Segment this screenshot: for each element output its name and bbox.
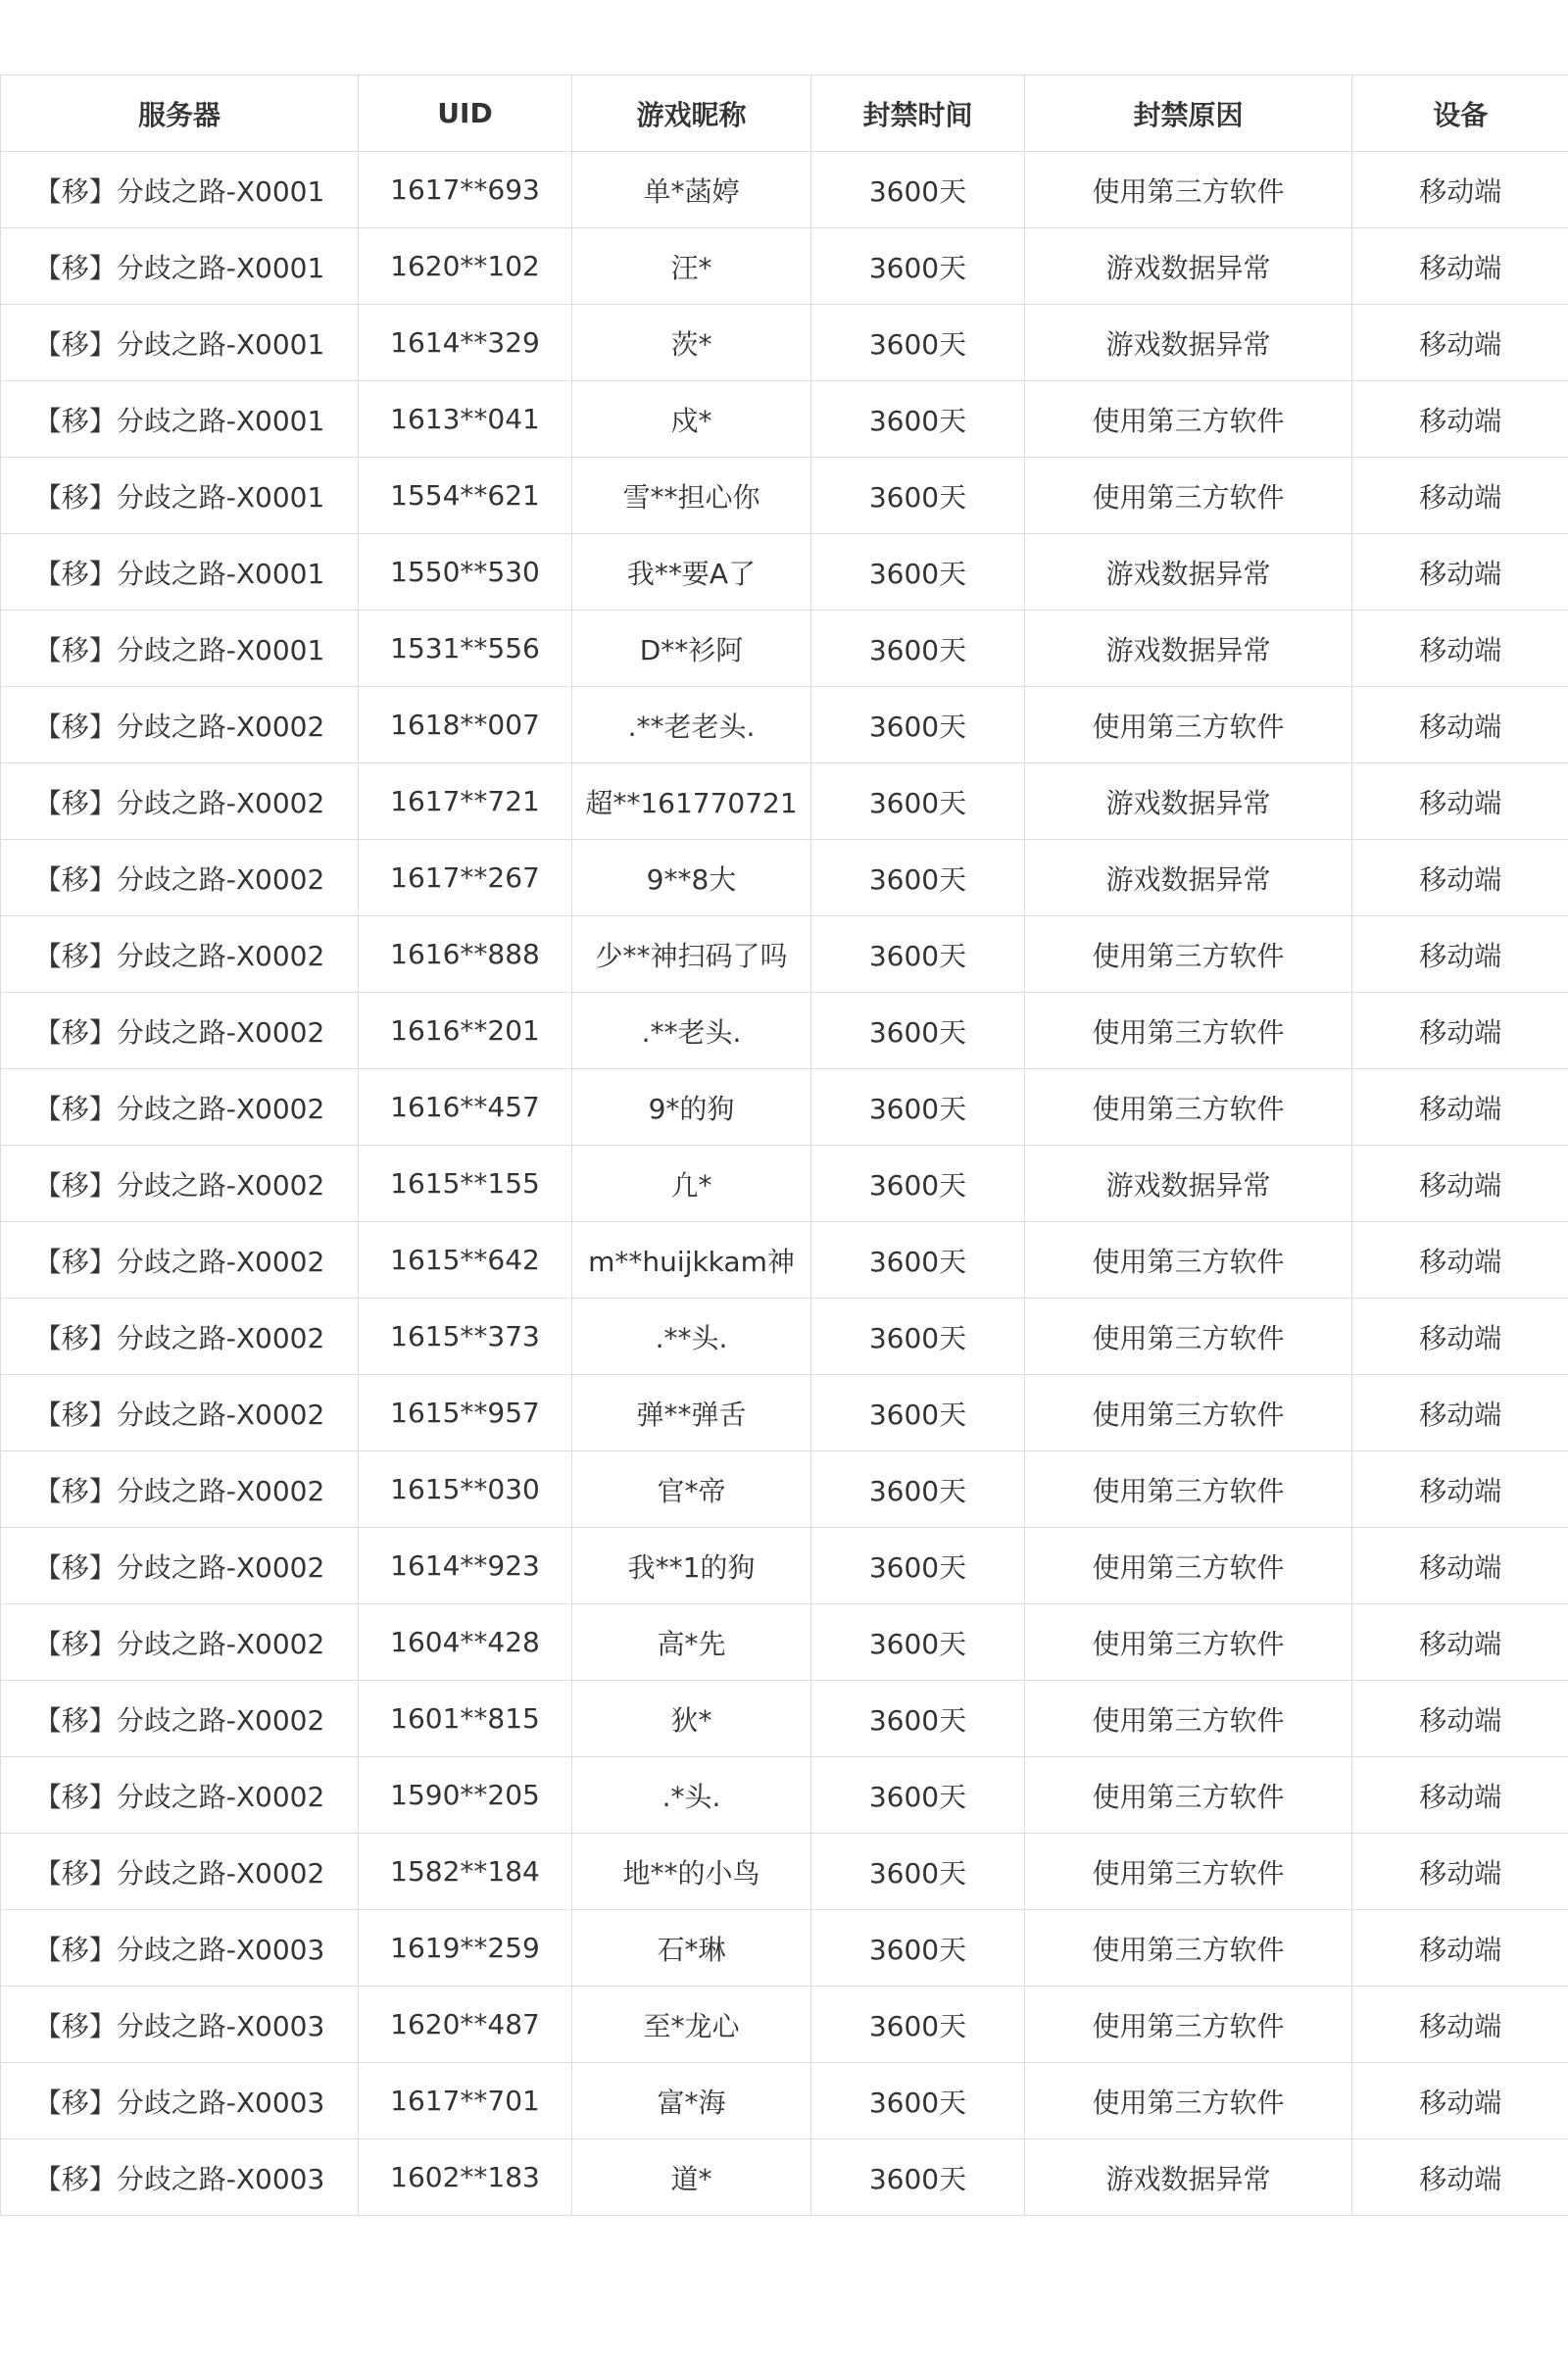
cell-ban-duration: 3600天 <box>811 1069 1025 1146</box>
table-row <box>1 152 1568 228</box>
cell-nickname: 狄* <box>572 1681 811 1757</box>
cell-nickname: 我**要A了 <box>572 534 811 611</box>
cell-nickname: .**头. <box>572 1299 811 1375</box>
cell-ban-duration: 3600天 <box>811 305 1025 381</box>
cell-device: 移动端 <box>1352 993 1568 1069</box>
cell-server: 【移】分歧之路-X0003 <box>1 1987 359 2063</box>
cell-server: 【移】分歧之路-X0002 <box>1 916 359 993</box>
cell-server: 【移】分歧之路-X0002 <box>1 993 359 1069</box>
table-row <box>1 1910 1568 1987</box>
table-row <box>1 687 1568 763</box>
table-row <box>1 993 1568 1069</box>
cell-server: 【移】分歧之路-X0001 <box>1 458 359 534</box>
cell-nickname: 雪**担心你 <box>572 458 811 534</box>
cell-server: 【移】分歧之路-X0001 <box>1 611 359 687</box>
table-row <box>1 1222 1568 1299</box>
cell-nickname: 少**神扫码了吗 <box>572 916 811 993</box>
column-header-ban-reason: 封禁原因 <box>1025 75 1352 152</box>
cell-ban-duration: 3600天 <box>811 840 1025 916</box>
cell-nickname: 高*先 <box>572 1604 811 1681</box>
cell-uid: 1619**259 <box>359 1910 572 1987</box>
cell-uid: 1602**183 <box>359 2139 572 2216</box>
cell-ban-reason: 使用第三方软件 <box>1025 1299 1352 1375</box>
cell-ban-duration: 3600天 <box>811 611 1025 687</box>
cell-ban-reason: 游戏数据异常 <box>1025 763 1352 840</box>
cell-ban-duration: 3600天 <box>811 1146 1025 1222</box>
cell-device: 移动端 <box>1352 1146 1568 1222</box>
cell-device: 移动端 <box>1352 228 1568 305</box>
cell-server: 【移】分歧之路-X0003 <box>1 2139 359 2216</box>
cell-server: 【移】分歧之路-X0002 <box>1 1528 359 1604</box>
cell-ban-reason: 使用第三方软件 <box>1025 152 1352 228</box>
cell-ban-duration: 3600天 <box>811 1834 1025 1910</box>
table-row <box>1 1375 1568 1451</box>
cell-device: 移动端 <box>1352 381 1568 458</box>
cell-ban-reason: 使用第三方软件 <box>1025 1451 1352 1528</box>
cell-device: 移动端 <box>1352 840 1568 916</box>
cell-nickname: .*头. <box>572 1757 811 1834</box>
cell-device: 移动端 <box>1352 1834 1568 1910</box>
cell-nickname: D**衫阿 <box>572 611 811 687</box>
cell-nickname: 单*菡婷 <box>572 152 811 228</box>
table-row <box>1 2063 1568 2139</box>
cell-nickname: 道* <box>572 2139 811 2216</box>
table-row <box>1 916 1568 993</box>
cell-ban-reason: 使用第三方软件 <box>1025 916 1352 993</box>
cell-ban-duration: 3600天 <box>811 763 1025 840</box>
table-row <box>1 2139 1568 2216</box>
cell-ban-reason: 使用第三方软件 <box>1025 1987 1352 2063</box>
cell-device: 移动端 <box>1352 687 1568 763</box>
cell-device: 移动端 <box>1352 1451 1568 1528</box>
table-row <box>1 1146 1568 1222</box>
cell-uid: 1620**102 <box>359 228 572 305</box>
cell-server: 【移】分歧之路-X0002 <box>1 1222 359 1299</box>
cell-uid: 1590**205 <box>359 1757 572 1834</box>
cell-ban-duration: 3600天 <box>811 458 1025 534</box>
cell-server: 【移】分歧之路-X0002 <box>1 1834 359 1910</box>
table-header <box>1 75 1568 152</box>
cell-device: 移动端 <box>1352 611 1568 687</box>
cell-ban-reason: 使用第三方软件 <box>1025 1222 1352 1299</box>
cell-uid: 1614**329 <box>359 305 572 381</box>
cell-device: 移动端 <box>1352 534 1568 611</box>
cell-device: 移动端 <box>1352 1528 1568 1604</box>
cell-ban-duration: 3600天 <box>811 993 1025 1069</box>
cell-ban-reason: 使用第三方软件 <box>1025 381 1352 458</box>
cell-device: 移动端 <box>1352 1222 1568 1299</box>
cell-ban-duration: 3600天 <box>811 228 1025 305</box>
cell-device: 移动端 <box>1352 1910 1568 1987</box>
cell-device: 移动端 <box>1352 763 1568 840</box>
cell-ban-duration: 3600天 <box>811 152 1025 228</box>
cell-ban-reason: 使用第三方软件 <box>1025 1910 1352 1987</box>
cell-ban-reason: 游戏数据异常 <box>1025 611 1352 687</box>
cell-server: 【移】分歧之路-X0002 <box>1 1375 359 1451</box>
cell-ban-reason: 游戏数据异常 <box>1025 534 1352 611</box>
cell-ban-reason: 使用第三方软件 <box>1025 687 1352 763</box>
cell-uid: 1617**701 <box>359 2063 572 2139</box>
cell-nickname: 9*的狗 <box>572 1069 811 1146</box>
cell-server: 【移】分歧之路-X0001 <box>1 534 359 611</box>
table-row <box>1 1681 1568 1757</box>
cell-server: 【移】分歧之路-X0002 <box>1 1146 359 1222</box>
cell-server: 【移】分歧之路-X0001 <box>1 381 359 458</box>
cell-device: 移动端 <box>1352 152 1568 228</box>
table-row <box>1 1299 1568 1375</box>
cell-server: 【移】分歧之路-X0002 <box>1 687 359 763</box>
cell-uid: 1616**888 <box>359 916 572 993</box>
cell-ban-duration: 3600天 <box>811 1910 1025 1987</box>
cell-uid: 1617**267 <box>359 840 572 916</box>
table-row <box>1 458 1568 534</box>
cell-ban-duration: 3600天 <box>811 687 1025 763</box>
cell-server: 【移】分歧之路-X0002 <box>1 763 359 840</box>
cell-uid: 1613**041 <box>359 381 572 458</box>
cell-ban-reason: 游戏数据异常 <box>1025 840 1352 916</box>
cell-nickname: 官*帝 <box>572 1451 811 1528</box>
cell-device: 移动端 <box>1352 1987 1568 2063</box>
cell-ban-reason: 游戏数据异常 <box>1025 228 1352 305</box>
cell-server: 【移】分歧之路-X0003 <box>1 2063 359 2139</box>
cell-uid: 1615**155 <box>359 1146 572 1222</box>
cell-uid: 1617**721 <box>359 763 572 840</box>
cell-ban-reason: 游戏数据异常 <box>1025 1146 1352 1222</box>
table-row <box>1 611 1568 687</box>
cell-uid: 1620**487 <box>359 1987 572 2063</box>
cell-ban-duration: 3600天 <box>811 2063 1025 2139</box>
cell-ban-reason: 使用第三方软件 <box>1025 993 1352 1069</box>
cell-ban-duration: 3600天 <box>811 534 1025 611</box>
cell-ban-reason: 使用第三方软件 <box>1025 1604 1352 1681</box>
cell-device: 移动端 <box>1352 1757 1568 1834</box>
cell-ban-reason: 游戏数据异常 <box>1025 2139 1352 2216</box>
cell-device: 移动端 <box>1352 1375 1568 1451</box>
table-row <box>1 1604 1568 1681</box>
column-header-ban-duration: 封禁时间 <box>811 75 1025 152</box>
cell-device: 移动端 <box>1352 305 1568 381</box>
cell-ban-reason: 使用第三方软件 <box>1025 458 1352 534</box>
table-row <box>1 1834 1568 1910</box>
cell-device: 移动端 <box>1352 916 1568 993</box>
cell-server: 【移】分歧之路-X0002 <box>1 1299 359 1375</box>
table-row <box>1 228 1568 305</box>
cell-device: 移动端 <box>1352 1299 1568 1375</box>
cell-uid: 1615**030 <box>359 1451 572 1528</box>
cell-uid: 1604**428 <box>359 1604 572 1681</box>
cell-nickname: 弹**弹舌 <box>572 1375 811 1451</box>
cell-ban-duration: 3600天 <box>811 2139 1025 2216</box>
column-header-device: 设备 <box>1352 75 1568 152</box>
cell-uid: 1614**923 <box>359 1528 572 1604</box>
cell-server: 【移】分歧之路-X0002 <box>1 1604 359 1681</box>
column-header-server: 服务器 <box>1 75 359 152</box>
table-body <box>1 152 1568 2216</box>
cell-server: 【移】分歧之路-X0001 <box>1 152 359 228</box>
table-row <box>1 381 1568 458</box>
cell-server: 【移】分歧之路-X0002 <box>1 1757 359 1834</box>
cell-server: 【移】分歧之路-X0001 <box>1 305 359 381</box>
cell-ban-reason: 使用第三方软件 <box>1025 1834 1352 1910</box>
ban-list-table <box>0 74 1568 2216</box>
cell-device: 移动端 <box>1352 1604 1568 1681</box>
cell-ban-duration: 3600天 <box>811 1604 1025 1681</box>
table-row <box>1 1528 1568 1604</box>
cell-device: 移动端 <box>1352 1069 1568 1146</box>
table-row <box>1 1069 1568 1146</box>
cell-nickname: 超**161770721 <box>572 763 811 840</box>
table-row <box>1 305 1568 381</box>
column-header-nickname: 游戏昵称 <box>572 75 811 152</box>
column-header-uid: UID <box>359 75 572 152</box>
cell-uid: 1601**815 <box>359 1681 572 1757</box>
cell-uid: 1617**693 <box>359 152 572 228</box>
table-row <box>1 840 1568 916</box>
cell-nickname: 地**的小鸟 <box>572 1834 811 1910</box>
cell-server: 【移】分歧之路-X0002 <box>1 1451 359 1528</box>
cell-server: 【移】分歧之路-X0002 <box>1 1681 359 1757</box>
cell-nickname: 汪* <box>572 228 811 305</box>
cell-uid: 1582**184 <box>359 1834 572 1910</box>
cell-device: 移动端 <box>1352 2063 1568 2139</box>
cell-uid: 1615**957 <box>359 1375 572 1451</box>
cell-uid: 1615**373 <box>359 1299 572 1375</box>
cell-uid: 1531**556 <box>359 611 572 687</box>
cell-ban-reason: 使用第三方软件 <box>1025 1069 1352 1146</box>
cell-ban-reason: 使用第三方软件 <box>1025 1375 1352 1451</box>
cell-device: 移动端 <box>1352 2139 1568 2216</box>
cell-device: 移动端 <box>1352 1681 1568 1757</box>
cell-nickname: 9**8大 <box>572 840 811 916</box>
table-row <box>1 1757 1568 1834</box>
cell-nickname: 至*龙心 <box>572 1987 811 2063</box>
cell-uid: 1554**621 <box>359 458 572 534</box>
cell-ban-duration: 3600天 <box>811 1299 1025 1375</box>
table-row <box>1 534 1568 611</box>
cell-server: 【移】分歧之路-X0003 <box>1 1910 359 1987</box>
cell-ban-duration: 3600天 <box>811 916 1025 993</box>
cell-nickname: 戍* <box>572 381 811 458</box>
cell-ban-reason: 使用第三方软件 <box>1025 1528 1352 1604</box>
cell-ban-duration: 3600天 <box>811 1681 1025 1757</box>
cell-server: 【移】分歧之路-X0001 <box>1 228 359 305</box>
ban-list-table-container <box>0 74 1568 2216</box>
cell-ban-duration: 3600天 <box>811 381 1025 458</box>
table-row <box>1 1987 1568 2063</box>
cell-nickname: 富*海 <box>572 2063 811 2139</box>
cell-uid: 1616**201 <box>359 993 572 1069</box>
cell-ban-duration: 3600天 <box>811 1222 1025 1299</box>
cell-uid: 1616**457 <box>359 1069 572 1146</box>
cell-uid: 1618**007 <box>359 687 572 763</box>
cell-uid: 1615**642 <box>359 1222 572 1299</box>
cell-ban-duration: 3600天 <box>811 1757 1025 1834</box>
cell-nickname: .**老头. <box>572 993 811 1069</box>
cell-server: 【移】分歧之路-X0002 <box>1 840 359 916</box>
cell-ban-reason: 使用第三方软件 <box>1025 1681 1352 1757</box>
table-row <box>1 763 1568 840</box>
cell-ban-reason: 使用第三方软件 <box>1025 1757 1352 1834</box>
cell-uid: 1550**530 <box>359 534 572 611</box>
cell-device: 移动端 <box>1352 458 1568 534</box>
cell-nickname: 我**1的狗 <box>572 1528 811 1604</box>
cell-nickname: m**huijkkam神 <box>572 1222 811 1299</box>
cell-nickname: 石*琳 <box>572 1910 811 1987</box>
header-row <box>1 75 1568 152</box>
cell-nickname: .**老老头. <box>572 687 811 763</box>
cell-ban-duration: 3600天 <box>811 1375 1025 1451</box>
cell-ban-duration: 3600天 <box>811 1451 1025 1528</box>
cell-ban-reason: 游戏数据异常 <box>1025 305 1352 381</box>
cell-server: 【移】分歧之路-X0002 <box>1 1069 359 1146</box>
cell-nickname: 凢* <box>572 1146 811 1222</box>
cell-ban-reason: 使用第三方软件 <box>1025 2063 1352 2139</box>
cell-nickname: 茨* <box>572 305 811 381</box>
cell-ban-duration: 3600天 <box>811 1528 1025 1604</box>
table-row <box>1 1451 1568 1528</box>
cell-ban-duration: 3600天 <box>811 1987 1025 2063</box>
